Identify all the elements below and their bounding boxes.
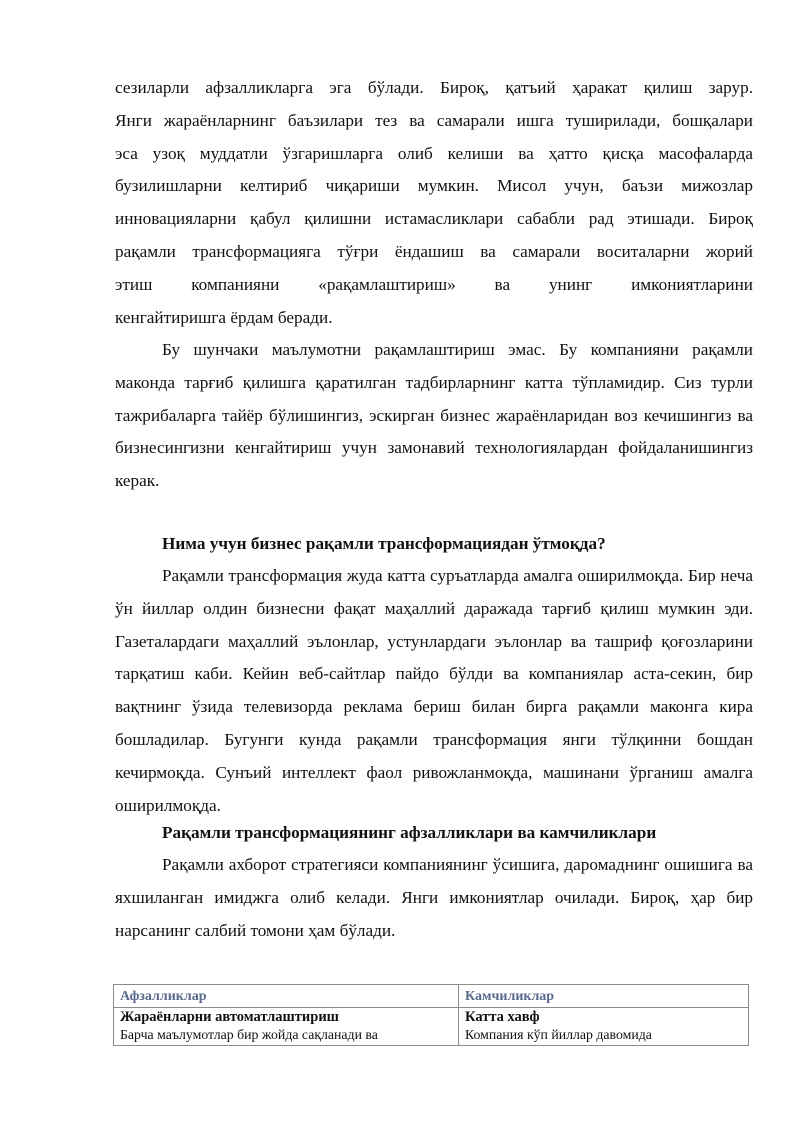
pros-cons-table: [113, 984, 749, 1046]
paragraph-transformation-pace: [115, 560, 753, 822]
paragraph-text: Рақамли трансформация жуда катта суръатларда амалга оширилмоқда. Бир неча ўн йиллар олдин бизнесни фақат маҳаллий даражада тарғиб қилиш мумкин эди. Газеталардаги маҳаллий эълонлар, устунлардаги эълонлар ва ташриф қоғозларини тарқатиш каби. Кейин веб-сайтлар пайдо бўлди ва компаниялар аста-секин, бир вақтнинг ўзида телевизорда реклама бериш билан бирга рақамли маконга кира бошладилар. Бугунги кунда рақамли трансформация янги тўлқинни бошдан кечирмоқда. Сунъий интеллект фаол ривожланмоқда, машинани ўрганиш амалга оширилмоқда.: [115, 566, 753, 815]
text-line: инновацияларни қабул қилишни истамасликлари сабабли рад этишади. Бироқ: [115, 209, 753, 229]
text-line: рақамли трансформацияга тўғри ёндашиш ва самарали воситаларни жорий: [115, 241, 753, 261]
cell-title: Жараёнларни автоматлаштириш: [120, 1009, 339, 1025]
table-cell-con: [459, 1008, 749, 1046]
paragraph-text: Рақамли ахборот стратегияси компаниянинг ўсишига, даромаднинг ошишига ва яхшиланган имиджга олиб келади. Янги имкониятлар очилади. Бироқ, ҳар бир нарсанинг салбий томони ҳам бўлади.: [115, 855, 753, 940]
text-line: бузилишларни келтириб чиқариши мумкин. Мисол учун, баъзи мижозлар: [115, 176, 753, 196]
text-line: этиш компанияни «рақамлаштириш» ва унинг имкониятларини: [115, 274, 753, 294]
section-heading-why-transform: Нима учун бизнес рақамли трансформациядан ўтмоқда?: [162, 534, 606, 553]
cell-text: Барча маълумотлар бир жойда сақланади ва: [120, 1027, 378, 1042]
cell-text: Компания кўп йиллар давомида: [465, 1027, 652, 1042]
paragraph-intro-continued: [115, 72, 753, 334]
paragraph-text: Бу шунчаки маълумотни рақамлаштириш эмас. Бу компанияни рақамли маконда тарғиб қилишга қаратилган тадбирларнинг катта тўпламидир. Сиз турли тажрибаларга тайёр бўлишингиз, эскирган бизнес жараёнларидан воз кечишингиз ва бизнесингизни кенгайтириш учун замонавий технологиялардан фойдаланишингиз керак.: [115, 340, 753, 491]
text-line: эса узоқ муддатли ўзгаришларга олиб келиши ва ҳатто қисқа масофаларда: [115, 143, 753, 163]
table-header-cons: Камчиликлар: [459, 985, 749, 1008]
cell-title: Катта хавф: [465, 1009, 540, 1025]
paragraph-strategy: [115, 849, 753, 947]
table-cell-pro: [114, 1008, 459, 1046]
section-heading-pros-cons: Рақамли трансформациянинг афзалликлари ва камчиликлари: [162, 823, 657, 842]
table-header-pros: Афзалликлар: [114, 985, 459, 1008]
table-header-row: [114, 985, 749, 1008]
paragraph-digitization: [115, 334, 753, 498]
text-line: сезиларли афзалликларга эга бўлади. Бироқ, қатъий ҳаракат қилиш зарур.: [115, 78, 753, 97]
table-row: [114, 1008, 749, 1046]
text-line: Янги жараёнларнинг баъзилари тез ва самарали ишга туширилади, бошқалари: [115, 110, 753, 130]
text-line: кенгайтиришга ёрдам беради.: [115, 307, 333, 327]
